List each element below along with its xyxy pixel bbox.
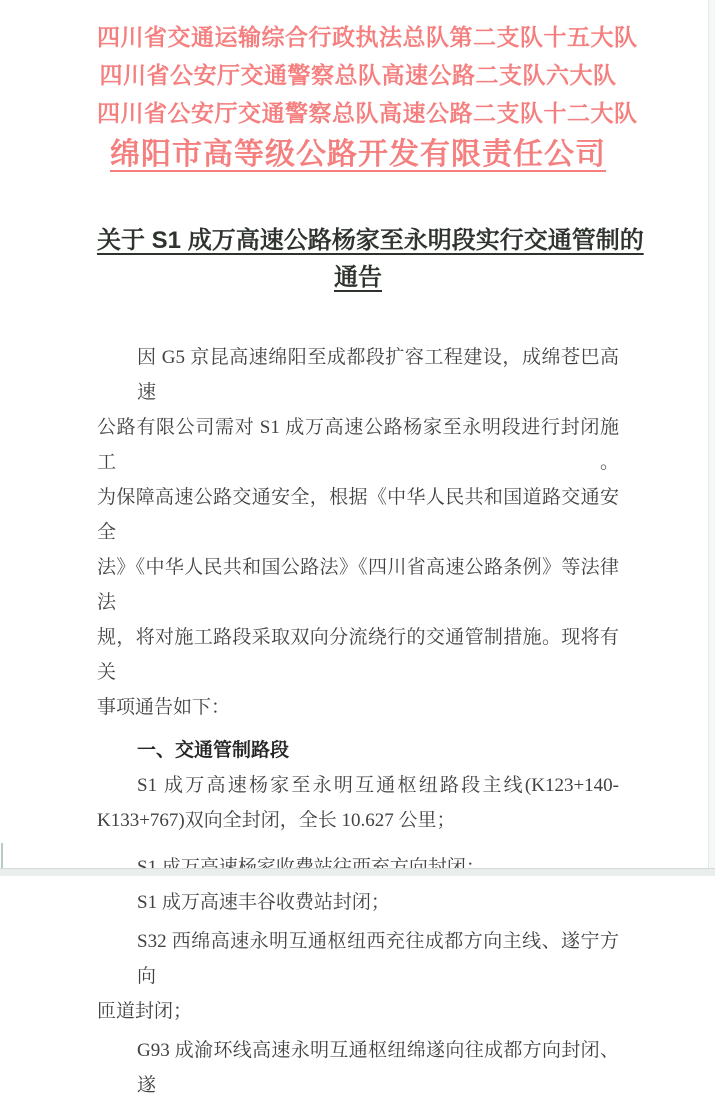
body-text [97,340,619,1103]
document-content [97,0,644,1103]
company-name: 绵阳市高等级公路开发有限责任公司 [110,138,606,171]
scan-left-edge-mark [1,843,3,869]
body-line: 规，将对施工路段采取双向分流绕行的交通管制措施。现将有关 [97,627,619,683]
body-line: 为保障高速公路交通安全，根据《中华人民共和国道路交通安全 [97,487,619,543]
agency-line-3: 四川省公安厅交通警察总队高速公路二支队十二大队 [97,100,638,126]
letterhead [97,0,638,176]
agency-line-2: 四川省公安厅交通警察总队高速公路二支队六大队 [99,62,617,88]
scan-bottom-edge [0,868,715,876]
notice-title [97,222,644,296]
agency-line-1: 四川省交通运输综合行政执法总队第二支队十五大队 [97,24,638,50]
body-line: G93 成渝环线高速永明互通枢纽绵遂向往成都方向封闭、遂 [137,1040,619,1096]
notice-title-line-2: 通告 [334,264,382,291]
body-line: 匝道封闭； [97,1001,193,1022]
body-line: 因 G5 京昆高速绵阳至成都段扩容工程建设，成绵苍巴高速 [137,347,619,403]
body-line: K133+767)双向全封闭，全长 10.627 公里； [97,810,456,831]
notice-title-line-1: 关于 S1 成万高速公路杨家至永明段实行交通管制的 [97,227,644,254]
body-line: 公路有限公司需对 S1 成万高速公路杨家至永明段进行封闭施工。 [97,417,619,473]
scan-right-edge [708,0,715,876]
body-line: 法》《中华人民共和国公路法》《四川省高速公路条例》等法律法 [97,557,619,613]
body-line: S1 成万高速丰谷收费站封闭； [137,892,390,913]
body-line: 事项通告如下： [97,697,231,718]
body-line: S32 西绵高速永明互通枢纽西充往成都方向主线、遂宁方向 [137,931,619,987]
section-heading: 一、交通管制路段 [137,740,290,761]
body-line: S1 成万高速杨家至永明互通枢纽路段主线(K123+140- [137,775,619,796]
